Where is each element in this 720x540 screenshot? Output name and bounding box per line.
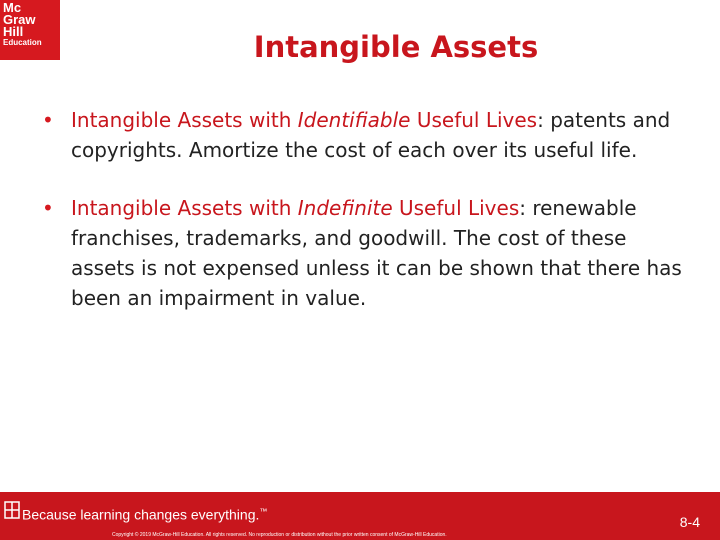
- slide-title: Intangible Assets: [253, 30, 539, 64]
- bullet-term-emphasis: Identifiable: [297, 108, 411, 132]
- page-number: 8-4: [679, 514, 700, 530]
- bullet-body: : renewable franchises, trademarks, and goodwill. The cost of these assets is not expensed unless it can be shown that there has been an impairment in value.: [71, 196, 682, 310]
- copyright-notice: Copyright © 2019 McGraw-Hill Education. All rights reserved. No reproduction or distribution without the prior written consent of McGraw-Hill Education.: [112, 532, 447, 538]
- bullet-item: [42, 105, 692, 165]
- logo-line-1: Mc: [3, 0, 22, 15]
- footer-bar: [0, 492, 720, 540]
- mh-monogram-icon: [4, 500, 20, 520]
- bullet-body: : patents and copyrights. Amortize the cost of each over its useful life.: [71, 108, 671, 162]
- bullet-term: Intangible Assets with Indefinite Useful Lives: [71, 196, 520, 220]
- bullet-list: [42, 105, 692, 341]
- trademark-symbol: ™: [259, 507, 268, 516]
- bullet-dot-icon: •: [42, 196, 54, 220]
- logo-line-2: Graw: [3, 12, 36, 27]
- bullet-term: Intangible Assets with Identifiable Useful Lives: [71, 108, 538, 132]
- bullet-item: [42, 193, 692, 313]
- footer-tagline: Because learning changes everything.™: [22, 506, 268, 523]
- bullet-term-emphasis: Indefinite: [297, 196, 393, 220]
- bullet-dot-icon: •: [42, 108, 54, 132]
- logo-line-3: Hill: [3, 24, 24, 39]
- logo-line-4: Education: [3, 38, 42, 47]
